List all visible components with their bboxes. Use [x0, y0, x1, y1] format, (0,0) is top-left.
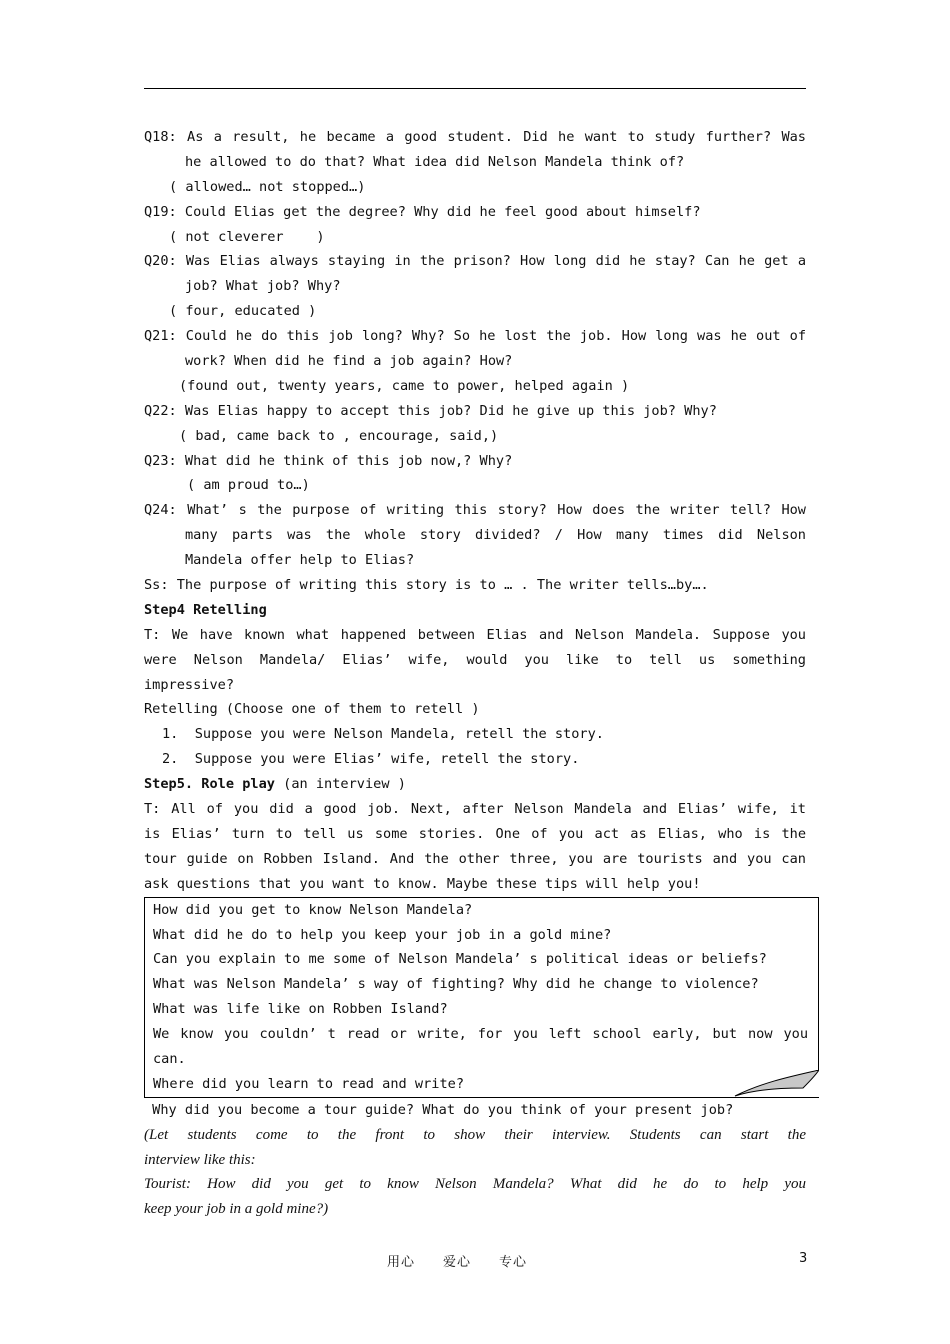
header-rule	[144, 88, 806, 89]
q24-line: Mandela offer help to Elias?	[185, 552, 415, 569]
q20-line: Q20: Was Elias always staying in the prison? How long did he stay? Can he get a	[144, 253, 806, 270]
page-number: 3	[799, 1251, 808, 1266]
t2-line: tour guide on Robben Island. And the other three, you are tourists and you can	[144, 850, 806, 867]
ss-line: Ss: The purpose of writing this story is to … . The writer tells…by….	[144, 577, 709, 594]
document-body	[144, 125, 806, 1222]
tip-item: What did he do to help you keep your job in a gold mine?	[153, 926, 612, 943]
tip-item: What was Nelson Mandela’ s way of fighting? Why did he change to violence?	[153, 976, 759, 993]
tips-box	[144, 897, 819, 1098]
retell-option-1: 1. Suppose you were Nelson Mandela, retell the story.	[162, 726, 604, 743]
q18-hint: ( allowed… not stopped…)	[169, 178, 366, 195]
q22-line: Q22: Was Elias happy to accept this job? Did he give up this job? Why?	[144, 402, 717, 419]
tip-item: can.	[153, 1050, 186, 1067]
q18-line: Q18: As a result, he became a good student. Did he want to study further? Was	[144, 129, 806, 145]
t1-line: T: We have known what happened between Elias and Nelson Mandela. Suppose you	[144, 626, 806, 643]
footer-motto: 用心 爱心 专心	[387, 1255, 528, 1270]
q21-line: work? When did he find a job again? How?	[185, 353, 513, 370]
tip-item: Can you explain to me some of Nelson Mandela’ s political ideas or beliefs?	[153, 951, 767, 968]
tip-item: We know you couldn’ t read or write, for you left school early, but now you	[153, 1026, 808, 1043]
step5-subtitle: (an interview )	[274, 776, 406, 793]
page-curl-icon	[733, 1070, 819, 1098]
instruction-line: keep your job in a gold mine?)	[144, 1201, 329, 1218]
t2-line: ask questions that you want to know. Maybe these tips will help you!	[144, 875, 701, 892]
t2-line: T: All of you did a good job. Next, after Nelson Mandela and Elias’ wife, it	[144, 801, 806, 818]
why-line: Why did you become a tour guide? What do you think of your present job?	[144, 1101, 734, 1118]
step5-title: Step5. Role play	[144, 776, 275, 793]
retell-line: Retelling (Choose one of them to retell )	[144, 701, 480, 718]
q23-line: Q23: What did he think of this job now,? Why?	[144, 452, 513, 469]
t1-line: were Nelson Mandela/ Elias’ wife, would you like to tell us something	[144, 651, 806, 668]
q24-line: many parts was the whole story divided? / How many times did Nelson	[185, 527, 806, 544]
tip-item: How did you get to know Nelson Mandela?	[153, 901, 473, 918]
q19-hint: ( not cleverer )	[169, 228, 325, 245]
step4-heading: Step4 Retelling	[144, 601, 267, 618]
q23-hint: ( am proud to…)	[187, 477, 310, 494]
q19-line: Q19: Could Elias get the degree? Why did he feel good about himself?	[144, 203, 701, 220]
q22-hint: ( bad, came back to , encourage, said,)	[179, 427, 499, 444]
t1-line: impressive?	[144, 676, 235, 693]
instruction-line: (Let students come to the front to show their interview. Students can start the	[144, 1126, 806, 1143]
q21-hint: (found out, twenty years, came to power, helped again )	[179, 377, 630, 394]
retell-option-2: 2. Suppose you were Elias’ wife, retell the story.	[162, 751, 580, 768]
instruction-line: interview like this:	[144, 1151, 256, 1168]
tip-item: Where did you learn to read and write?	[153, 1075, 464, 1092]
step5-heading	[144, 772, 806, 797]
tip-item: What was life like on Robben Island?	[153, 1001, 448, 1018]
q21-line: Q21: Could he do this job long? Why? So he lost the job. How long was he out of	[144, 328, 806, 345]
instruction-line: Tourist: How did you get to know Nelson Mandela? What did he do to help you	[144, 1176, 806, 1193]
t2-line: is Elias’ turn to tell us some stories. One of you act as Elias, who is the	[144, 825, 806, 842]
q20-hint: ( four, educated )	[169, 303, 317, 320]
q20-line: job? What job? Why?	[185, 278, 341, 295]
q24-line: Q24: What’ s the purpose of writing this story? How does the writer tell? How	[144, 502, 806, 519]
q18-line: he allowed to do that? What idea did Nelson Mandela think of?	[185, 153, 685, 170]
